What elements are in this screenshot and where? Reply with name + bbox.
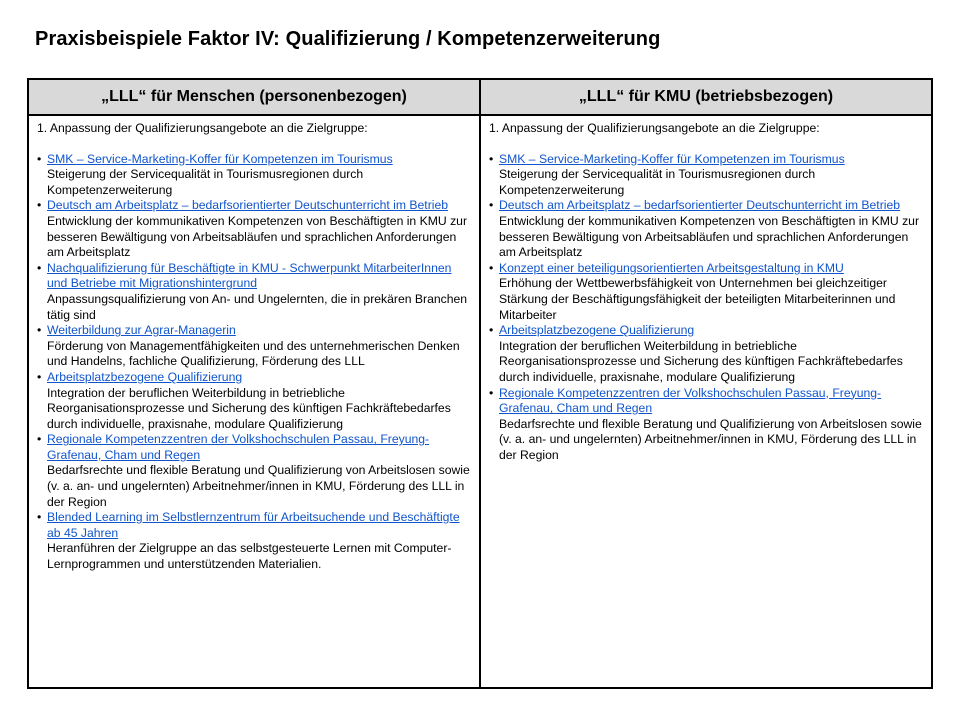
list-item <box>37 370 473 432</box>
project-link[interactable]: Nachqualifizierung für Beschäftigte in KMU - Schwerpunkt MitarbeiterInnen und Betriebe mit Migrationshintergrund <box>47 260 452 291</box>
column-sme <box>479 116 931 687</box>
bullet-icon: • <box>489 260 494 275</box>
project-description: Steigerung der Servicequalität in Tourismusregionen durch Kompetenzerweiterung <box>499 167 816 197</box>
bullet-icon: • <box>37 323 42 338</box>
item-body <box>47 323 473 370</box>
bullet-icon: • <box>489 151 494 166</box>
project-description: Entwicklung der kommunikativen Kompetenzen von Beschäftigten in KMU zur besseren Bewältigung von Arbeitsabläufen und sprachlichen Anforderungen am Arbeitsplatz <box>47 213 467 260</box>
column-heading: 1. Anpassung der Qualifizierungsangebote an die Zielgruppe: <box>37 121 368 135</box>
project-link[interactable]: Blended Learning im Selbstlernzentrum für Arbeitsuchende und Beschäftigte ab 45 Jahren <box>47 510 460 540</box>
item-body <box>499 152 925 199</box>
header-people: „LLL“ für Menschen (personenbezogen) <box>101 88 407 105</box>
list-item <box>37 198 473 260</box>
project-description: Erhöhung der Wettbewerbsfähigkeit von Unternehmen bei gleichzeitiger Stärkung der Beschäftigungsfähigkeit der beteiligten Mitarbeiterinnen und Mitarbeiter <box>499 276 896 322</box>
bullet-icon: • <box>489 385 494 400</box>
item-body <box>47 261 473 323</box>
list-item <box>489 152 925 199</box>
list-item <box>37 432 473 510</box>
project-description: Entwicklung der kommunikativen Kompetenzen von Beschäftigten in KMU zur besseren Bewältigung von Arbeitsabläufen und sprachlichen Anforderungen am Arbeitsplatz <box>499 213 919 260</box>
item-list <box>37 152 473 573</box>
project-description: Integration der beruflichen Weiterbildung in betriebliche Reorganisationsprozesse und Sicherung des künftigen Fachkräftebedarfes durch individuelle, praxisnahe, modulare Qualifizierung <box>499 338 903 384</box>
bullet-icon: • <box>37 198 42 213</box>
page-title: Praxisbeispiele Faktor IV: Qualifizierung / Kompetenzerweiterung <box>35 28 661 50</box>
item-body <box>47 152 473 199</box>
project-link[interactable]: Regionale Kompetenzzentren der Volkshochschulen Passau, Freyung-Grafenau, Cham und Regen <box>47 432 430 462</box>
bullet-icon: • <box>37 510 42 525</box>
project-link[interactable]: Arbeitsplatzbezogene Qualifizierung <box>47 369 243 384</box>
bullet-icon: • <box>37 151 42 166</box>
project-description: Integration der beruflichen Weiterbildung in betriebliche Reorganisationsprozesse und Sicherung des künftigen Fachkräftebedarfes durch individuelle, praxisnahe, modulare Qualifizierung <box>47 385 451 431</box>
list-item <box>37 510 473 572</box>
column-people <box>29 116 479 687</box>
list-item <box>489 323 925 385</box>
project-description: Steigerung der Servicequalität in Tourismusregionen durch Kompetenzerweiterung <box>47 167 364 197</box>
list-item <box>37 152 473 199</box>
header-sme: „LLL“ für KMU (betriebsbezogen) <box>479 80 931 114</box>
project-description: Bedarfsrechte und flexible Beratung und Qualifizierung von Arbeitslosen sowie (v. a. an- und ungelernten) Arbeitnehmer/innen in KMU, Förderung des LLL in der Region <box>499 416 922 462</box>
item-body <box>47 370 473 432</box>
table-header-row <box>29 80 931 116</box>
bullet-icon: • <box>37 369 42 384</box>
bullet-icon: • <box>37 260 42 275</box>
item-body <box>47 432 473 510</box>
comparison-table <box>27 78 933 689</box>
list-item <box>37 261 473 323</box>
project-description: Bedarfsrechte und flexible Beratung und Qualifizierung von Arbeitslosen sowie (v. a. an- und ungelernten) Arbeitnehmer/innen in KMU, Förderung des LLL in der Region <box>47 463 470 509</box>
item-list <box>489 152 925 464</box>
project-description: Anpassungsqualifizierung von An- und Ungelernten, die in prekären Branchen tätig sind <box>47 291 468 322</box>
table-body-row <box>29 116 931 687</box>
list-item <box>489 198 925 260</box>
list-item <box>489 261 925 323</box>
project-link[interactable]: Konzept einer beteiligungsorientierten Arbeitsgestaltung in KMU <box>499 260 844 275</box>
bullet-icon: • <box>489 323 494 338</box>
list-item <box>37 323 473 370</box>
project-link[interactable]: SMK – Service-Marketing-Koffer für Kompetenzen im Tourismus <box>499 151 845 166</box>
item-body <box>499 323 925 385</box>
item-body <box>499 198 925 260</box>
project-description: Förderung von Managementfähigkeiten und des unternehmerischen Denken und Handelns, fachliche Qualifizierung, Förderung des LLL <box>47 338 460 369</box>
bullet-icon: • <box>489 198 494 213</box>
project-link[interactable]: Weiterbildung zur Agrar-Managerin <box>47 323 236 338</box>
project-link[interactable]: Regionale Kompetenzzentren der Volkshochschulen Passau, Freyung-Grafenau, Cham und Regen <box>499 385 882 416</box>
project-description: Heranführen der Zielgruppe an das selbstgesteuerte Lernen mit Computer-Lernprogrammen und unterstützenden Materialien. <box>47 541 452 572</box>
item-body <box>47 510 473 572</box>
item-body <box>499 261 925 323</box>
project-link[interactable]: Deutsch am Arbeitsplatz – bedarfsorientierter Deutschunterricht im Betrieb <box>47 198 449 213</box>
column-heading: 1. Anpassung der Qualifizierungsangebote an die Zielgruppe: <box>489 121 820 135</box>
item-body <box>47 198 473 260</box>
project-link[interactable]: SMK – Service-Marketing-Koffer für Kompetenzen im Tourismus <box>47 151 393 166</box>
project-link[interactable]: Deutsch am Arbeitsplatz – bedarfsorientierter Deutschunterricht im Betrieb <box>499 198 901 213</box>
bullet-icon: • <box>37 432 42 447</box>
list-item <box>489 386 925 464</box>
project-link[interactable]: Arbeitsplatzbezogene Qualifizierung <box>499 323 695 338</box>
item-body <box>499 386 925 464</box>
